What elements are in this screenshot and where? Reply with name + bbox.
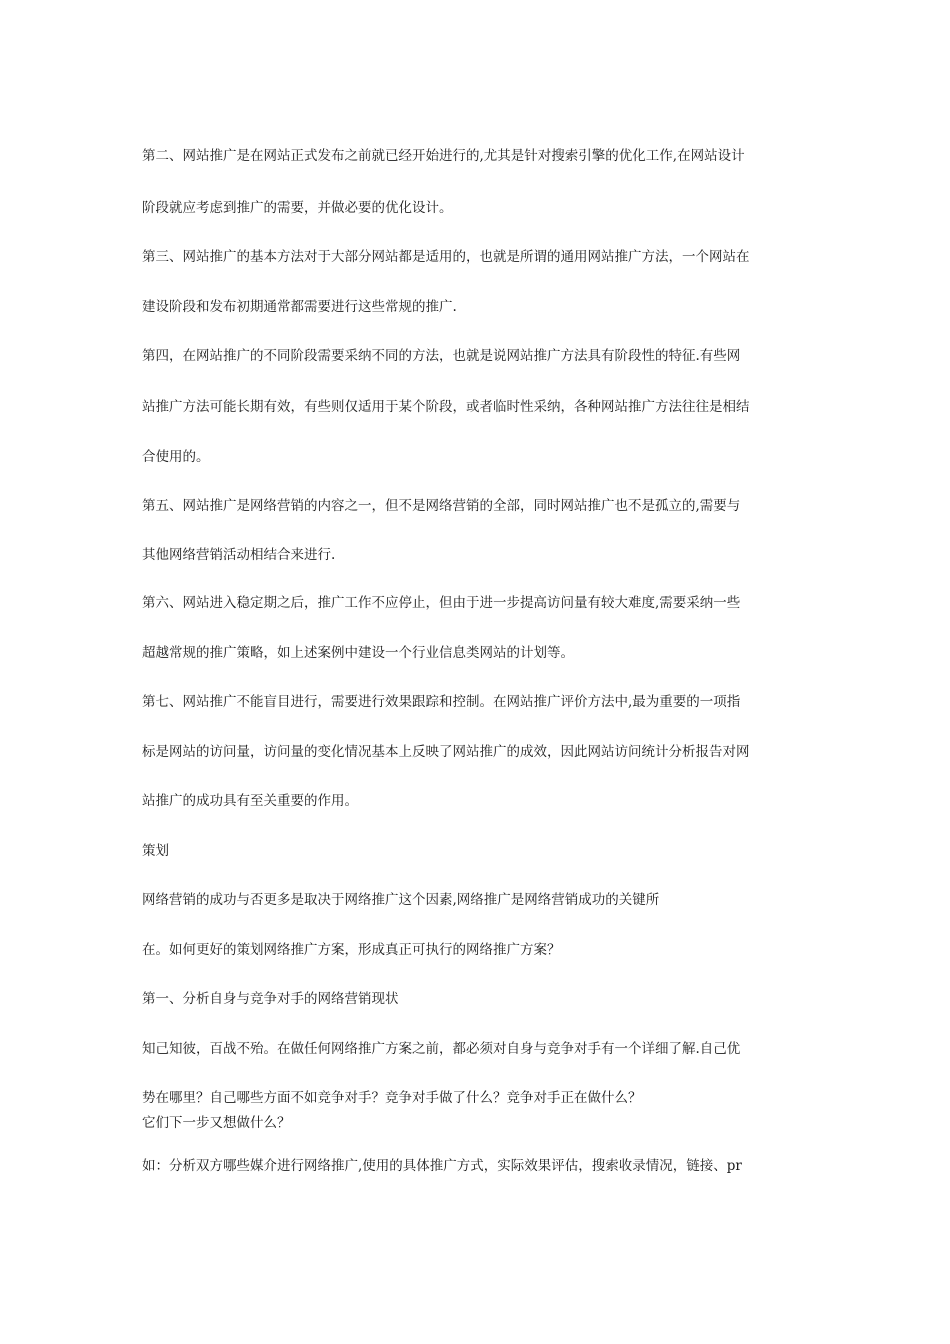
text-line: 第三、网站推广的基本方法对于大部分网站都是适用的，也就是所谓的通用网站推广方法，一个网站在 <box>142 249 750 265</box>
text-line: 在。如何更好的策划网络推广方案，形成真正可执行的网络推广方案？ <box>142 942 561 958</box>
text-line: 第五、网站推广是网络营销的内容之一，但不是网络营销的全部，同时网站推广也不是孤立的,需要与 <box>142 498 741 514</box>
text-line: 建设阶段和发布初期通常都需要进行这些常规的推广. <box>142 299 457 315</box>
section-heading: 策划 <box>142 843 169 859</box>
text-line: 其他网络营销活动相结合来进行. <box>142 547 336 563</box>
text-line: 合使用的。 <box>142 449 210 465</box>
text-line: 如：分析双方哪些媒介进行网络推广,使用的具体推广方式，实际效果评估，搜索收录情况，链接、pr <box>142 1158 742 1174</box>
text-line: 第六、网站进入稳定期之后，推广工作不应停止，但由于进一步提高访问量有较大难度,需要采纳一些 <box>142 595 741 611</box>
text-line: 标是网站的访问量，访问量的变化情况基本上反映了网站推广的成效，因此网站访问统计分析报告对网 <box>142 744 750 760</box>
text-line: 第七、网站推广不能盲目进行，需要进行效果跟踪和控制。在网站推广评价方法中,最为重要的一项指 <box>142 694 741 710</box>
text-line: 站推广的成功具有至关重要的作用。 <box>142 793 358 809</box>
text-line: 阶段就应考虑到推广的需要，并做必要的优化设计。 <box>142 200 453 216</box>
text-line: 站推广方法可能长期有效，有些则仅适用于某个阶段，或者临时性采纳，各种网站推广方法往往是相结 <box>142 399 750 415</box>
text-line: 网络营销的成功与否更多是取决于网络推广这个因素,网络推广是网络营销成功的关键所 <box>142 892 660 908</box>
text-line: 第一、分析自身与竞争对手的网络营销现状 <box>142 991 399 1007</box>
text-line: 知己知彼，百战不殆。在做任何网络推广方案之前，都必须对自身与竞争对手有一个详细了解.自己优 <box>142 1041 741 1057</box>
text-line: 势在哪里？自己哪些方面不如竞争对手？竞争对手做了什么？竞争对手正在做什么？ <box>142 1090 642 1106</box>
text-line: 第四，在网站推广的不同阶段需要采纳不同的方法，也就是说网站推广方法具有阶段性的特征.有些网 <box>142 348 741 364</box>
text-line: 它们下一步又想做什么？ <box>142 1115 291 1131</box>
text-line: 第二、网站推广是在网站正式发布之前就已经开始进行的,尤其是针对搜索引擎的优化工作,在网站设计 <box>142 148 745 164</box>
text-line: 超越常规的推广策略，如上述案例中建设一个行业信息类网站的计划等。 <box>142 645 574 661</box>
